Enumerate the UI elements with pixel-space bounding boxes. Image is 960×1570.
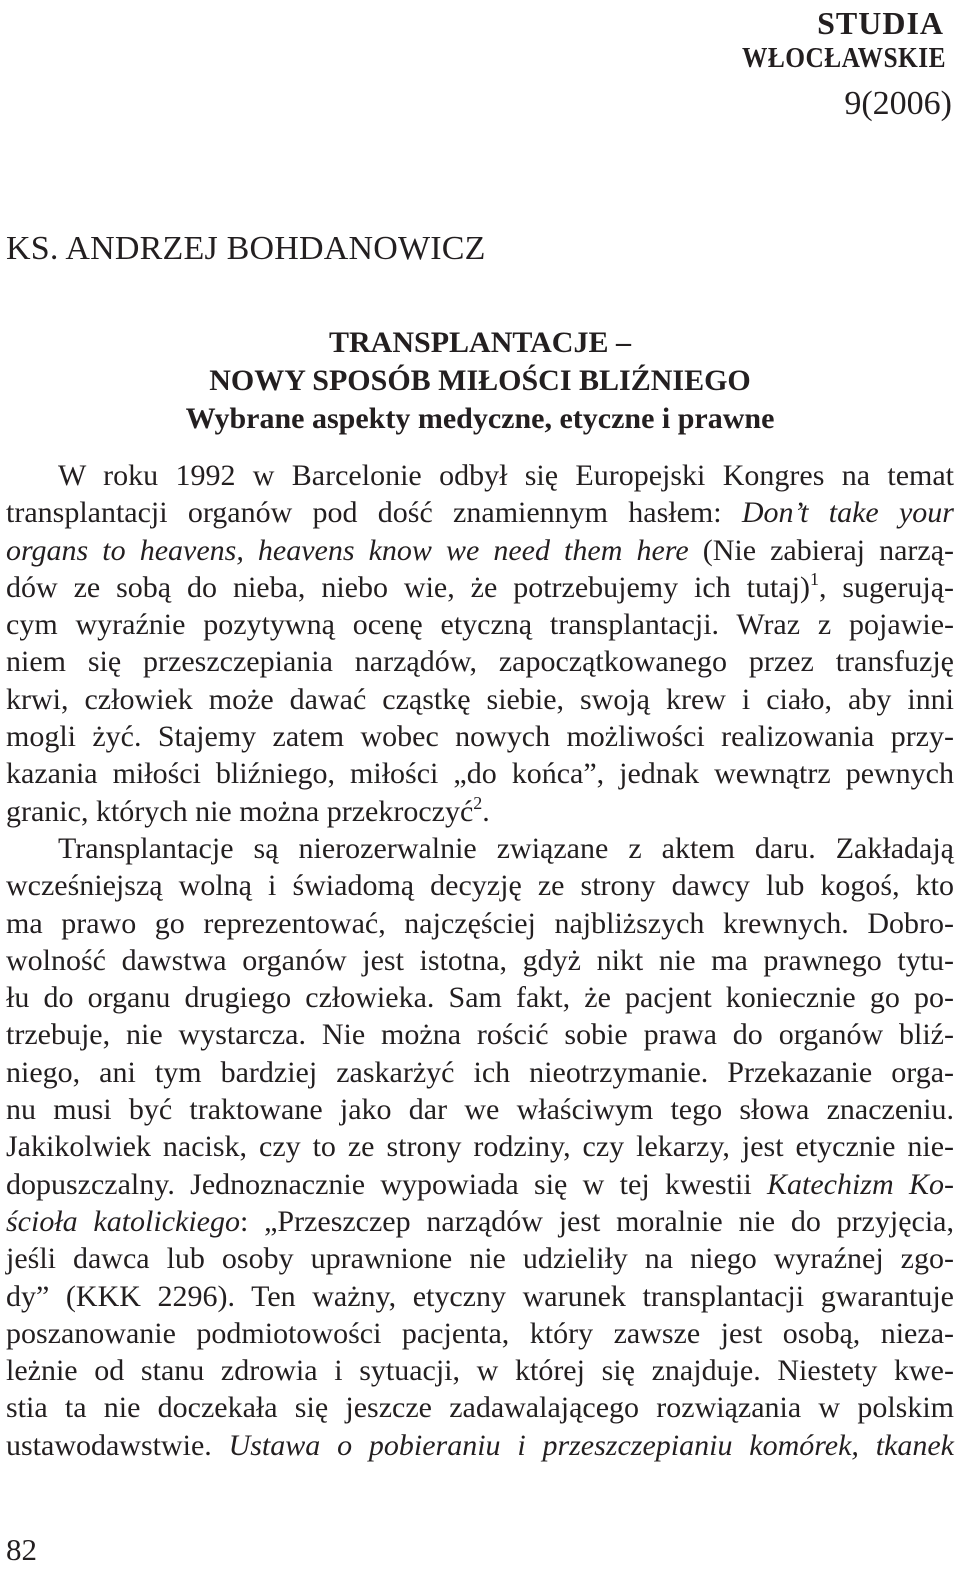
body-line: łu do organu drugiego człowieka. Sam fakt, że pacjent koniecznie go po-: [6, 981, 954, 1015]
logo-line2: WŁOCŁAWSKIE: [742, 43, 946, 72]
body-line: niem się przeszczepiania narządów, zapoczątkowanego przez transfuzję: [6, 645, 954, 679]
body-line: poszanowanie podmiotowości pacjenta, który zawsze jest osobą, nieza-: [6, 1316, 954, 1350]
author-name: KS. ANDRZEJ BOHDANOWICZ: [6, 230, 486, 267]
body-line: organs to heavens, heavens know we need them here (Nie zabieraj narzą-: [6, 533, 954, 567]
footnote-ref: 1: [809, 568, 819, 589]
body-line: dopuszczalny. Jednoznacznie wypowiada się w tej kwestii Katechizm Ko-: [6, 1167, 954, 1201]
body-line: niego, ani tym bardziej zaskarżyć ich nieotrzymanie. Przekazanie orga-: [6, 1055, 954, 1089]
title-line-1: TRANSPLANTACJE –: [329, 326, 631, 359]
title-line-2: NOWY SPOSÓB MIŁOŚCI BLIŹNIEGO: [209, 364, 751, 397]
body-line: granic, których nie można przekroczyć$^2$.: [6, 792, 490, 828]
article-body: [6, 457, 954, 1464]
body-line: cym wyraźnie pozytywną ocenę etyczną transplantacji. Wraz z pojawie-: [6, 608, 954, 642]
body-line: W roku 1992 w Barcelonie odbył się Europejski Kongres na temat: [58, 459, 954, 492]
body-line: wcześniejszą wolną i świadomą decyzję ze strony dawcy lub kogoś, kto: [6, 869, 954, 903]
body-line: transplantacji organów pod dość znamiennym hasłem: Don’t take your: [6, 496, 954, 530]
article-title: [0, 324, 960, 438]
footnote-ref: 2: [473, 792, 483, 813]
body-line: krwi, człowiek może dawać cząstkę siebie, swoją krew i ciało, aby inni: [6, 682, 954, 716]
body-line: wolność dawstwa organów jest istotna, gdyż nikt nie ma prawnego tytu-: [6, 943, 954, 977]
body-line: Jakikolwiek nacisk, czy to ze strony rodziny, czy lekarzy, jest etycznie nie-: [6, 1130, 954, 1164]
logo-line1: STUDIA: [817, 5, 944, 41]
body-line: dy” (KKK 2296). Ten ważny, etyczny warunek transplantacji gwarantuje: [6, 1279, 954, 1313]
body-line: ścioła katolickiego: „Przeszczep narządów jest moralnie nie do przyjęcia,: [6, 1204, 954, 1238]
body-line: jeśli dawca lub osoby uprawnione nie udzieliły na niego wyraźnej zgo-: [6, 1242, 954, 1276]
body-line: mogli żyć. Stajemy zatem wobec nowych możliwości realizowania przy-: [6, 720, 954, 754]
body-line: dów ze sobą do nieba, niebo wie, że potrzebujemy ich tutaj)$^1$, sugerują-: [6, 568, 954, 604]
body-line: kazania miłości bliźniego, miłości „do końca”, jednak wewnątrz pewnych: [6, 757, 954, 791]
page-number: 82: [6, 1532, 37, 1567]
body-line: leżnie od stanu zdrowia i sytuacji, w której się znajduje. Niestety kwe-: [6, 1354, 954, 1388]
journal-logo: [732, 4, 954, 72]
studia-wloclawskie-logo: [732, 4, 954, 72]
body-line: ustawodawstwie. Ustawa o pobieraniu i przeszczepianiu komórek, tkanek: [6, 1428, 954, 1462]
body-line: ma prawo go reprezentować, najczęściej najbliższych krewnych. Dobro-: [6, 906, 954, 940]
body-line: Transplantacje są nierozerwalnie związane z aktem daru. Zakładają: [58, 831, 954, 865]
body-line: nu musi być traktowane jako dar we właściwym tego słowa znaczeniu.: [6, 1093, 954, 1127]
body-line: stia ta nie doczekała się jeszcze zadawalającego rozwiązania w polskim: [6, 1391, 954, 1425]
title-line-3: Wybrane aspekty medyczne, etyczne i prawne: [185, 402, 775, 435]
body-line: trzebuje, nie wystarcza. Nie można rościć sobie prawa do organów bliź-: [6, 1018, 954, 1052]
issue-number: 9(2006): [844, 85, 952, 122]
